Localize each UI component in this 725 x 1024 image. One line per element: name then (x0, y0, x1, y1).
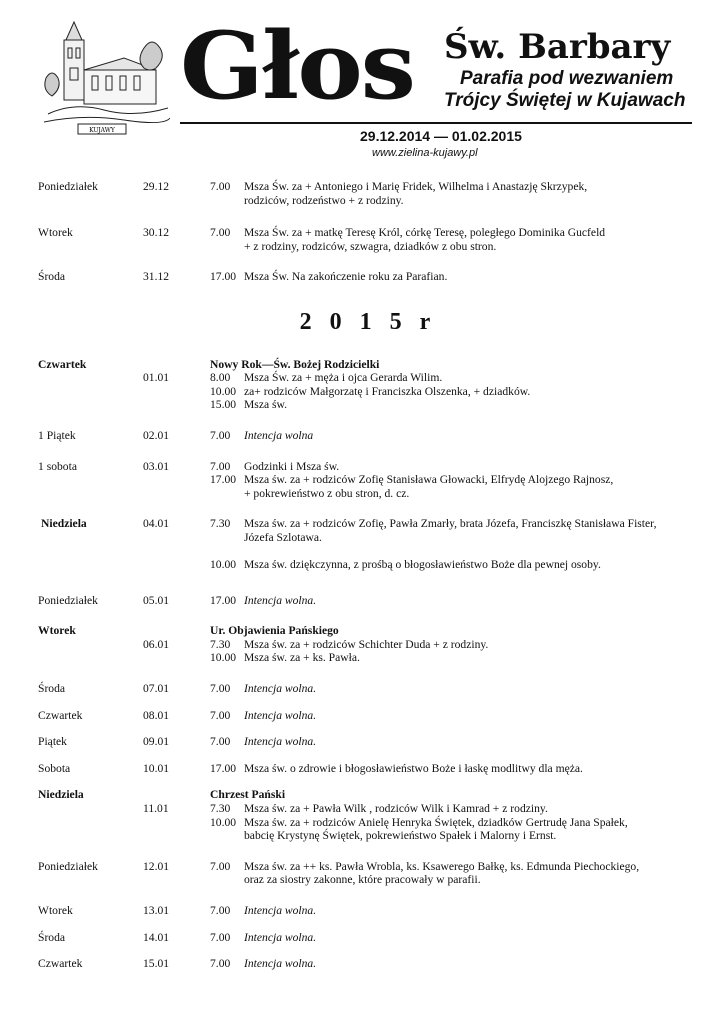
mass-line (210, 460, 698, 474)
mass-line (210, 873, 698, 887)
entry-feast-title: Chrzest Pański (210, 788, 286, 802)
schedule-entry (38, 460, 698, 501)
entry-date: 15.01 (143, 957, 170, 971)
newsletter-logo: Głos (180, 11, 414, 121)
saint-name: Św. Barbary (444, 27, 671, 67)
mass-continuation: Józefa Szlotawa. (244, 530, 322, 544)
mass-intention: Intencja wolna (244, 428, 314, 442)
entry-date: 13.01 (143, 904, 170, 917)
entry-body (210, 517, 698, 571)
mass-line (210, 904, 698, 918)
mass-time: 7.00 (210, 428, 231, 442)
entry-body (210, 957, 698, 971)
newsletter-header (0, 0, 725, 170)
mass-intention: Intencja wolna. (244, 708, 317, 722)
mass-time: 7.00 (210, 682, 231, 696)
mass-line (210, 226, 698, 240)
schedule-entry (38, 931, 698, 945)
mass-line (210, 371, 698, 385)
mass-continuation: rodziców, rodzeństwo + z rodziny. (244, 193, 404, 207)
mass-line (210, 531, 698, 545)
entry-date: 14.01 (143, 930, 170, 944)
entry-body (210, 624, 698, 665)
mass-intention: Msza św. za + ks. Pawła. (244, 651, 360, 665)
mass-intention: Msza Św. za + Antoniego i Marię Fridek, Wilhelma i Anastazję Skrzypek, (244, 180, 588, 193)
mass-time: 10.00 (210, 651, 237, 665)
mass-line (210, 860, 698, 874)
mass-intention: Msza Św. Na zakończenie roku za Parafian. (244, 270, 448, 284)
schedule-entry (38, 957, 698, 971)
entry-day: Poniedziałek (38, 859, 98, 873)
entry-body (210, 226, 698, 253)
entry-day: Środa (38, 270, 66, 284)
mass-line (210, 487, 698, 501)
schedule-entry (38, 860, 698, 887)
entry-day: Wtorek (38, 226, 73, 240)
schedule-entry (38, 180, 698, 207)
entry-body (210, 735, 698, 749)
mass-intention: Godzinki i Msza św. (244, 459, 340, 473)
entry-date: 04.01 (143, 517, 170, 531)
issue-date-range: 29.12.2014 — 01.02.2015 (360, 128, 522, 144)
mass-intention: Intencja wolna. (244, 904, 317, 917)
mass-continuation: + pokrewieństwo z obu stron, d. cz. (244, 486, 410, 500)
entry-feast-title: Nowy Rok—Św. Bożej Rodzicielki (210, 357, 380, 371)
mass-intention: Intencja wolna. (244, 930, 317, 944)
entry-body (210, 682, 698, 696)
schedule-entry (38, 682, 698, 696)
mass-line (210, 594, 698, 608)
mass-intention: Msza Św. za + męża i ojca Gerarda Wilim. (244, 371, 443, 385)
mass-intention: Msza św. za + rodziców Zofię, Pawła Zmarły, brata Józefa, Franciszkę Stanisława Fister, (244, 517, 657, 531)
schedule-entry (38, 429, 698, 443)
entry-day: Piątek (38, 735, 67, 749)
mass-line (210, 762, 698, 776)
mass-line (210, 473, 698, 487)
entry-date: 06.01 (143, 637, 170, 651)
sign-text: KUJAWY (89, 127, 115, 134)
mass-line (210, 638, 698, 652)
entry-date: 10.01 (143, 761, 170, 775)
mass-time: 7.30 (210, 637, 231, 651)
mass-time: 17.00 (210, 473, 237, 487)
entry-day: Czwartek (38, 708, 83, 722)
entry-date: 29.12 (143, 180, 170, 193)
entry-body (210, 709, 698, 723)
mass-intention: Intencja wolna. (244, 593, 317, 607)
entry-date: 31.12 (143, 270, 170, 284)
entry-day: Wtorek (38, 904, 73, 917)
entry-day: Wtorek (38, 624, 76, 638)
mass-line (210, 651, 698, 665)
mass-time: 8.00 (210, 371, 231, 385)
mass-intention: Msza św. za + rodziców Zofię Stanisława Głowacki, Elfrydę Alojzego Rajnosz, (244, 473, 614, 487)
schedule-entry (38, 762, 698, 776)
mass-line (210, 429, 698, 443)
entry-day: Niedziela (38, 788, 84, 802)
entry-date: 12.01 (143, 859, 170, 873)
schedule-entry (38, 226, 698, 253)
parish-line-2: Trójcy Świętej w Kujawach (444, 90, 686, 111)
mass-time: 7.00 (210, 459, 231, 473)
entry-day: Poniedziałek (38, 593, 98, 607)
mass-intention: Msza św. o zdrowie i błogosławieństwo Boże i łaskę modlitwy dla męża. (244, 761, 583, 775)
entry-body (210, 270, 698, 284)
schedule-entry (38, 358, 698, 412)
schedule-entry (38, 709, 698, 723)
mass-time: 7.00 (210, 735, 231, 749)
mass-line (210, 957, 698, 971)
header-divider (180, 122, 692, 124)
mass-line (210, 931, 698, 945)
parish-website: www.zielina-kujawy.pl (372, 147, 478, 159)
mass-time: 7.00 (210, 708, 231, 722)
entry-body (210, 358, 698, 412)
entry-date: 07.01 (143, 682, 170, 696)
mass-time: 7.00 (210, 957, 231, 971)
entry-body (210, 180, 698, 207)
schedule-entry (38, 270, 698, 284)
mass-line (210, 180, 698, 194)
mass-time: 7.00 (210, 180, 231, 193)
mass-line (210, 802, 698, 816)
entry-day: Środa (38, 682, 66, 696)
mass-line (210, 194, 698, 208)
mass-intention: Msza św. za + Pawła Wilk , rodziców Wilk i Kamrad + z rodziny. (244, 802, 548, 816)
entry-body (210, 788, 698, 842)
mass-time: 7.00 (210, 859, 231, 873)
entry-date: 09.01 (143, 735, 170, 749)
entry-body (210, 429, 698, 443)
mass-intention: Msza św. (244, 398, 288, 412)
entry-day: Czwartek (38, 957, 83, 971)
mass-continuation: babcię Krystynę Świętek, pokrewieństwo Spałek i Malorny i Ernst. (244, 829, 557, 843)
entry-date: 01.01 (143, 371, 170, 385)
mass-line (210, 816, 698, 830)
mass-intention: Msza św. za ++ ks. Pawła Wrobla, ks. Ksawerego Bałkę, ks. Edmunda Piechockiego, (244, 859, 640, 873)
mass-time: 17.00 (210, 270, 237, 284)
mass-line (210, 682, 698, 696)
mass-time: 7.00 (210, 226, 231, 240)
church-illustration (44, 18, 170, 136)
entry-day: 1 sobota (38, 459, 77, 473)
entry-date: 30.12 (143, 226, 170, 240)
mass-line (210, 517, 698, 531)
entry-body (210, 860, 698, 887)
mass-line (210, 735, 698, 749)
mass-time: 7.00 (210, 930, 231, 944)
schedule-entry (38, 735, 698, 749)
mass-time: 10.00 (210, 384, 237, 398)
mass-time: 7.00 (210, 904, 231, 917)
entry-date: 05.01 (143, 593, 170, 607)
entry-day: Czwartek (38, 357, 87, 371)
mass-intention: Intencja wolna. (244, 682, 317, 696)
mass-intention: Msza Św. za + matkę Teresę Król, córkę Teresę, poległego Dominika Gucfeld (244, 226, 606, 240)
mass-line (210, 829, 698, 843)
entry-day: Sobota (38, 761, 71, 775)
mass-line (210, 270, 698, 284)
mass-intention: Msza św. dziękczynna, z prośbą o błogosławieństwo Boże dla pewnej osoby. (244, 558, 601, 572)
mass-continuation: oraz za siostry zakonne, które pracowały w parafii. (244, 873, 481, 887)
entry-date: 08.01 (143, 708, 170, 722)
entry-day: Środa (38, 930, 66, 944)
entry-body (210, 904, 698, 918)
entry-day: Poniedziałek (38, 180, 98, 193)
entry-date: 02.01 (143, 428, 170, 442)
blank-line (210, 545, 698, 559)
entry-date: 11.01 (143, 802, 169, 816)
mass-time: 7.30 (210, 802, 231, 816)
schedule-entry (38, 624, 698, 665)
entry-day: 1 Piątek (38, 428, 76, 442)
mass-line (210, 709, 698, 723)
mass-line (210, 240, 698, 254)
mass-time: 15.00 (210, 398, 237, 412)
schedule-entry (38, 594, 698, 608)
mass-time: 17.00 (210, 593, 237, 607)
schedule-entry (38, 904, 698, 918)
mass-time: 7.30 (210, 517, 231, 531)
entry-body (210, 594, 698, 608)
entry-body (210, 460, 698, 501)
mass-intention: Msza św. za + rodziców Schichter Duda + z rodziny. (244, 637, 489, 651)
schedule-entry (38, 517, 698, 571)
year-heading: 2 0 1 5 r (299, 308, 437, 335)
mass-time: 10.00 (210, 815, 237, 829)
mass-time: 17.00 (210, 761, 237, 775)
schedule-entry (38, 788, 698, 842)
entry-feast-title: Ur. Objawienia Pańskiego (210, 624, 339, 638)
mass-intention: Intencja wolna. (244, 957, 317, 971)
entry-body (210, 762, 698, 776)
entry-day: Niedziela (41, 517, 87, 531)
parish-line-1: Parafia pod wezwaniem (460, 68, 674, 89)
mass-line (210, 558, 698, 572)
mass-line (210, 398, 698, 412)
mass-intention: Msza św. za + rodziców Anielę Henryka Świętek, dziadków Gertrudę Jana Spałek, (244, 815, 628, 829)
mass-time: 10.00 (210, 558, 237, 572)
entry-date: 03.01 (143, 459, 170, 473)
entry-body (210, 931, 698, 945)
mass-line (210, 385, 698, 399)
mass-schedule (38, 180, 698, 971)
mass-intention: Intencja wolna. (244, 735, 317, 749)
mass-intention: za+ rodziców Małgorzatę i Franciszka Olszenka, + dziadków. (244, 384, 531, 398)
mass-continuation: + z rodziny, rodziców, szwagra, dziadków z obu stron. (244, 239, 497, 253)
